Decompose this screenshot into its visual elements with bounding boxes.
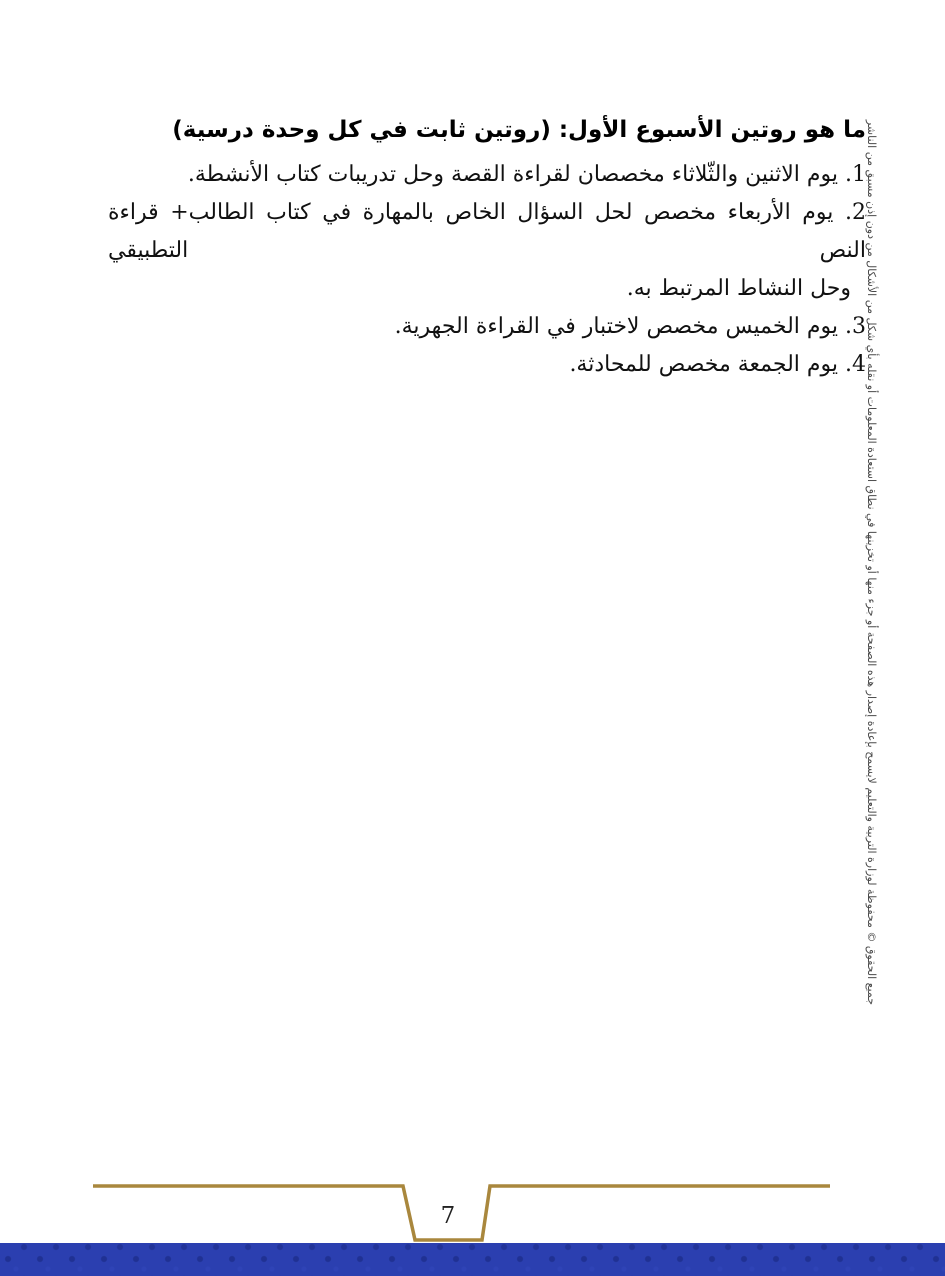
content-area	[108, 112, 866, 384]
list-item-2-line1: 2. يوم الأربعاء مخصص لحل السؤال الخاص بالمهارة في كتاب الطالب+ قراءة النص التطبيقي	[108, 200, 866, 263]
list-item-3: 3. يوم الخميس مخصص لاختبار في القراءة الجهرية.	[394, 314, 866, 339]
section-heading: ما هو روتين الأسبوع الأول: (روتين ثابت في كل وحدة درسية)	[172, 117, 866, 143]
list-item-2-line2: وحل النشاط المرتبط به.	[626, 276, 851, 301]
copyright-vertical-text: جميع الحقوق © محفوظة لوزارة التربية والتعليم لايسمح بإعادة إصدار هذه الصفحة أو جزء منها أو تخزينها في نطاق استعادة المعلومات أو نقله بأي شكل من الأشكال من دون إذن مسبق من الناشر	[865, 119, 878, 1005]
footer-blue-bar	[0, 1243, 945, 1276]
list-item-1: 1. يوم الاثنين والثّلاثاء مخصصان لقراءة القصة وحل تدريبات كتاب الأنشطة.	[187, 162, 866, 187]
page-number: 7	[440, 1203, 456, 1229]
list-item-4: 4. يوم الجمعة مخصص للمحادثة.	[569, 352, 866, 377]
